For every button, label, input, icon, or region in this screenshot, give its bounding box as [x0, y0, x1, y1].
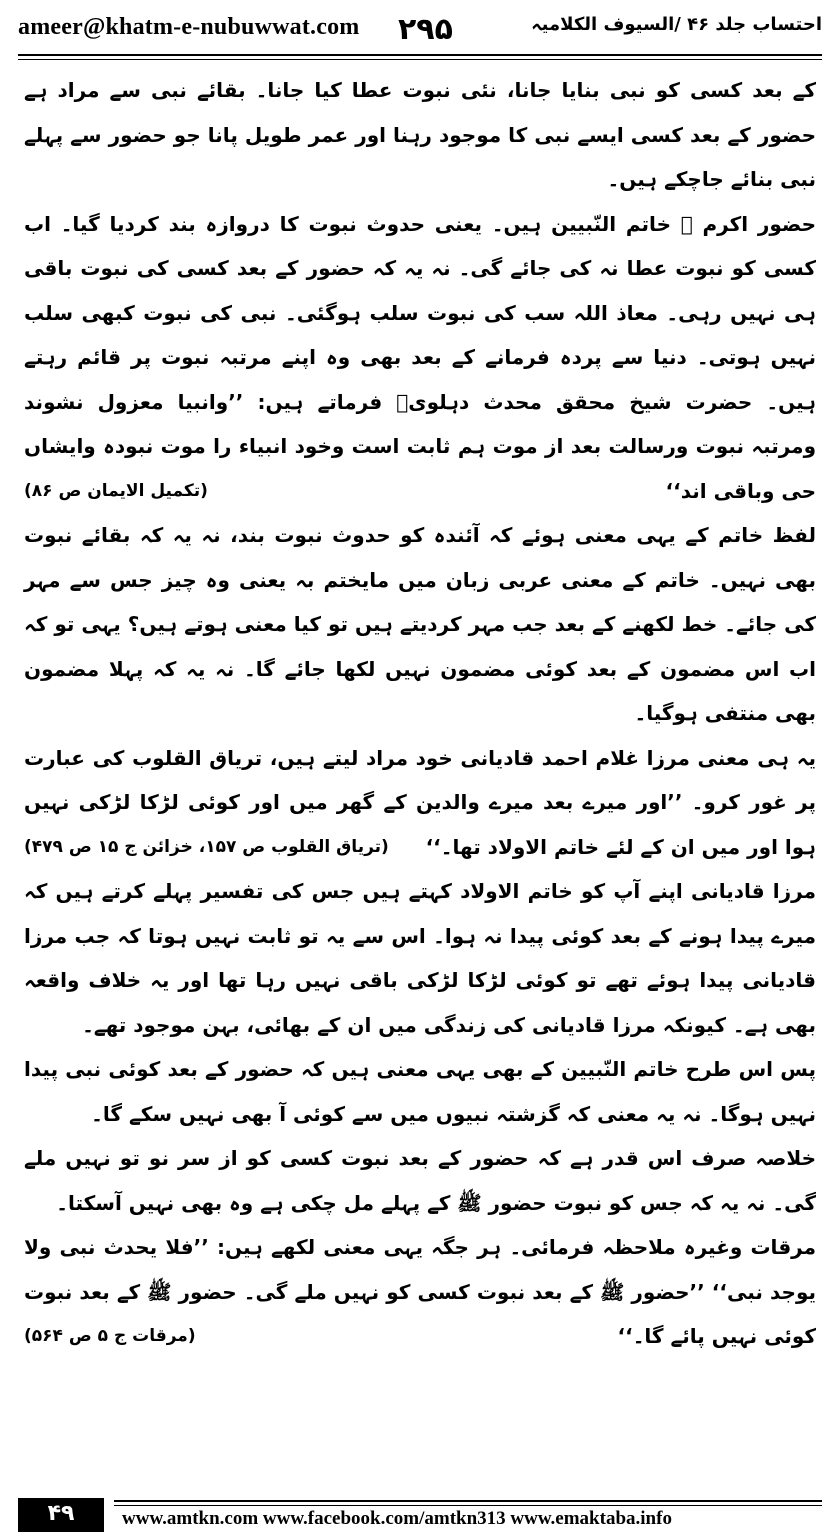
- page-header: [18, 12, 822, 56]
- page-body: [24, 68, 816, 1359]
- footer-divider-thin: [114, 1505, 822, 1506]
- paragraph-text: یہ ہی معنی مرزا غلام احمد قادیانی خود مراد لیتے ہیں، تریاق القلوب کی عبارت پر غور کرو۔ ’’اور میرے بعد میرے والدین کے گھر میں اور کوئی لڑکا لڑکی نہیں ہوا اور میں ان کے لئے خاتم الاولاد تھا۔‘‘: [24, 745, 816, 859]
- page-footer: [18, 1498, 822, 1532]
- paragraph-text: مرقات وغیرہ ملاحظہ فرمائی۔ ہر جگہ یہی معنی لکھے ہیں: ’’فلا یحدث نبی ولا یوجد نبی‘‘ ’’حضور ﷺ کے بعد نبوت کسی کو نہیں ملے گی۔ حضور ﷺ کے بعد نبوت کوئی نہیں پائے گا۔‘‘: [24, 1235, 816, 1348]
- citation: (تریاق القلوب ص ۱۵۷، خزائن ج ۱۵ ص ۴۷۹): [24, 836, 389, 857]
- paragraph: [24, 202, 816, 514]
- paragraph: پس اس طرح خاتم النّبیین کے بھی یہی معنی ہیں کہ حضور کے بعد کوئی نبی پیدا نہیں ہوگا۔ نہ یہ معنی کہ گزشتہ نبیوں میں سے کوئی آ بھی نہیں سکے گا۔: [24, 1057, 816, 1126]
- paragraph: [24, 736, 816, 870]
- footer-links[interactable]: www.amtkn.com www.facebook.com/amtkn313 www.emaktaba.info: [122, 1508, 672, 1529]
- paragraph: خلاصہ صرف اس قدر ہے کہ حضور کے بعد نبوت کسی کو از سر نو تو نہیں ملے گی۔ نہ یہ کہ جس کو نبوت حضور ﷺ کے پہلے مل چکی ہے وہ بھی نہیں آسکتا۔: [24, 1146, 816, 1215]
- paragraph: مرزا قادیانی اپنے آپ کو خاتم الاولاد کہتے ہیں جس کی تفسیر پہلے کرتے ہیں کہ میرے پیدا ہونے کے بعد کوئی پیدا نہ ہوا۔ اس سے یہ تو ثابت نہیں ہوتا کہ جب مرزا قادیانی پیدا ہوئے تھے تو کوئی لڑکا لڑکی باقی نہیں رہا تھا اور یہ خلاف واقعہ بھی ہے۔ کیونکہ مرزا قادیانی کی زندگی میں ان کے بھائی، بہن موجود تھے۔: [24, 879, 816, 1037]
- header-divider-thin: [18, 59, 822, 60]
- citation: (مرقات ج ۵ ص ۵۶۴): [24, 1326, 196, 1346]
- book-title: احتساب جلد ۴۶ /السیوف الکلامیہ: [531, 14, 822, 35]
- footer-page-badge: ۴۹: [18, 1498, 104, 1532]
- paragraph: [24, 1225, 816, 1359]
- page-number: ۲۹۵: [398, 12, 453, 47]
- header-email[interactable]: ameer@khatm-e-nubuwwat.com: [18, 14, 360, 40]
- citation: (تکمیل الایمان ص ۸۶): [24, 480, 208, 501]
- paragraph: لفظ خاتم کے یہی معنی ہوئے کہ آئندہ کو حدوث نبوت بند، نہ یہ کہ بقائے نبوت بھی نہیں۔ خاتم کے معنی عربی زبان میں مایختم بہ یعنی وہ چیز جس سے مہر کی جائے۔ خط لکھنے کے بعد جب مہر کردیتے ہیں تو کیا معنی ہوتے ہیں؟ یہی تو کہ اب اس مضمون کے بعد کوئی مضمون نہیں لکھا جائے گا۔ نہ یہ کہ پہلا مضمون بھی منتفی ہوگیا۔: [24, 523, 816, 725]
- paragraph-text: حضور اکرم ﷺ خاتم النّبیین ہیں۔ یعنی حدوث نبوت کا دروازہ بند کردیا گیا۔ اب کسی کو نبوت عطا نہ کی جائے گی۔ نہ یہ کہ حضور کے بعد کسی کی نبوت باقی ہی نہیں رہی۔ معاذ اللہ سب کی نبوت سلب ہوگئی۔ نبی کی نبوت کبھی سلب نہیں ہوتی۔ دنیا سے پردہ فرمانے کے بعد بھی وہ اپنے مرتبہ نبوت پر قائم رہتے ہیں۔ حضرت شیخ محقق محدث دہلویؒ فرماتے ہیں: ’’وانبیا معزول نشوند ومرتبہ نبوت ورسالت بعد از موت ہم ثابت است وخود انبیاء را موت نبودہ وایشاں حی وباقی اند‘‘: [24, 211, 816, 503]
- footer-divider: [114, 1500, 822, 1502]
- header-divider: [18, 54, 822, 56]
- paragraph: کے بعد کسی کو نبی بنایا جانا، نئی نبوت عطا کیا جانا۔ بقائے نبی سے مراد ہے حضور کے بعد کسی ایسے نبی کا موجود رہنا اور عمر طویل پانا جو حضور سے پہلے نبی بنائے جاچکے ہیں۔: [24, 78, 816, 191]
